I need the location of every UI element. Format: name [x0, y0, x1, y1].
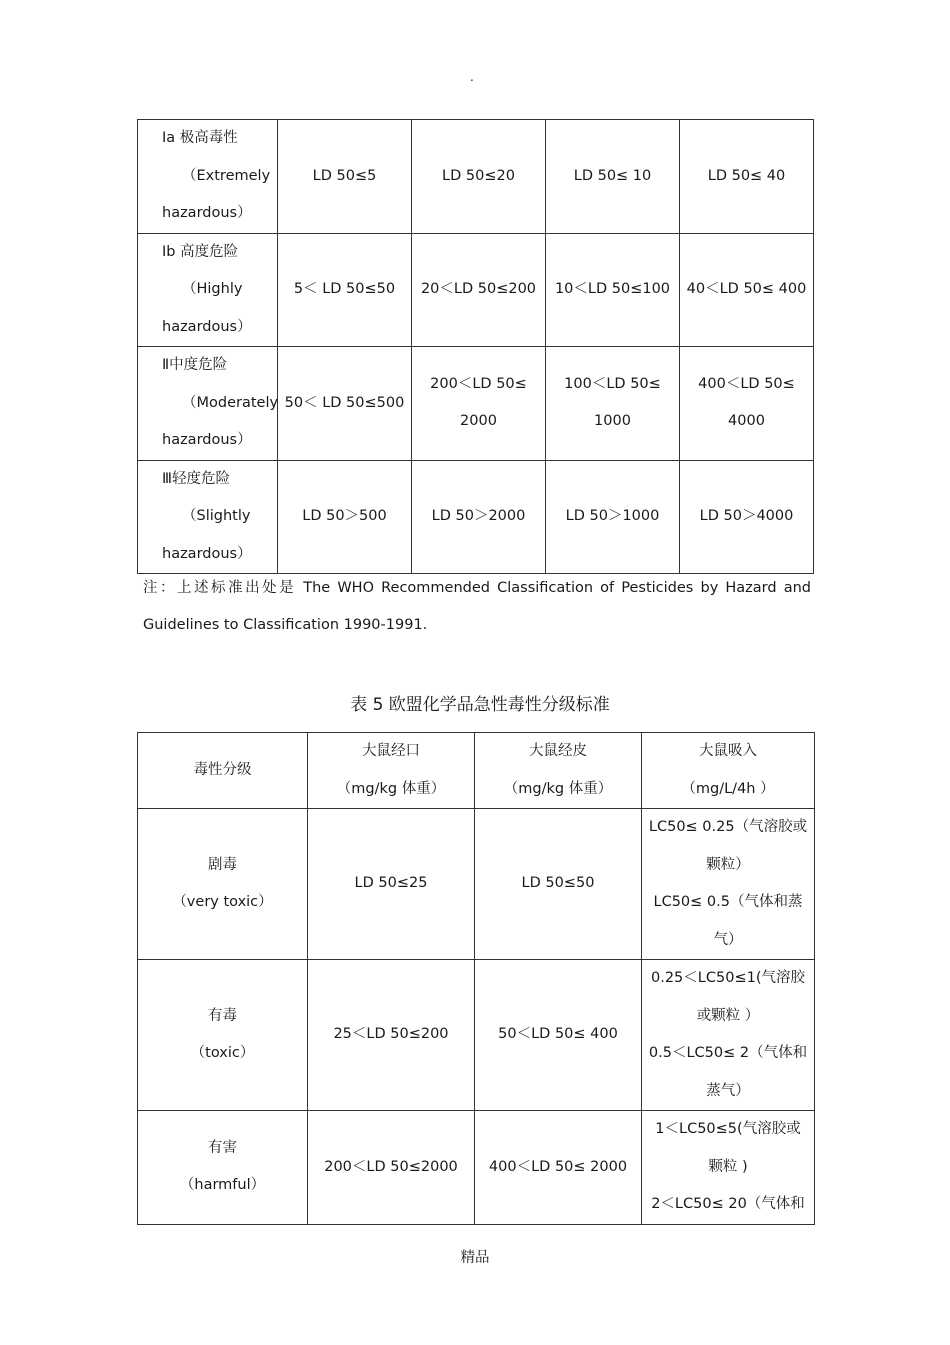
value-line: 蒸气）	[706, 1082, 750, 1099]
value-line: 颗粒 )	[708, 1158, 748, 1175]
value-cell: LD 50≤50	[475, 809, 642, 960]
value-line: 颗粒）	[706, 856, 750, 873]
header-cell	[308, 733, 475, 809]
value-line: 2＜LC50≤ 20（气体和	[651, 1196, 805, 1212]
page-mark: .	[470, 70, 474, 84]
value-line: LC50≤ 0.5（气体和蒸	[653, 894, 803, 910]
who-classification-table	[137, 119, 814, 574]
value-cell: LD 50≤ 10	[546, 120, 680, 234]
class-cell	[138, 120, 278, 234]
value-cell: LD 50＞500	[278, 460, 412, 574]
header-cell	[475, 733, 642, 809]
class-cell	[138, 1111, 308, 1225]
class-label-en: hazardous）	[162, 318, 252, 335]
class-cell	[138, 347, 278, 461]
value-cell	[642, 960, 815, 1111]
value-cell: 10＜LD 50≤100	[546, 233, 680, 347]
class-label: Ⅲ轻度危险	[162, 470, 230, 487]
header-label: 大鼠经口	[362, 743, 420, 759]
value-cell: LD 50≤20	[412, 120, 546, 234]
class-cell	[138, 809, 308, 960]
class-label-en: hazardous）	[162, 205, 252, 221]
value-cell: LD 50＞1000	[546, 460, 680, 574]
value-cell	[642, 1111, 815, 1225]
class-label: Ib 高度危险	[162, 243, 239, 260]
class-cell	[138, 960, 308, 1111]
header-label: 大鼠吸入	[699, 743, 757, 759]
value-cell: 50＜LD 50≤ 400	[475, 960, 642, 1111]
class-label-en: （Highly	[182, 281, 243, 297]
table-row	[138, 1111, 815, 1225]
value-cell: 400＜LD 50≤ 4000	[680, 347, 814, 461]
value-cell: 100＜LD 50≤ 1000	[546, 347, 680, 461]
class-label-en: （Extremely	[182, 167, 271, 184]
header-cell	[642, 733, 815, 809]
class-label: Ia 极高毒性	[162, 130, 238, 146]
value-cell: 50＜ LD 50≤500	[278, 347, 412, 461]
table-row	[138, 460, 814, 574]
class-label: 剧毒	[208, 856, 237, 873]
value-cell: 25＜LD 50≤200	[308, 960, 475, 1111]
value-line: 或颗粒 ）	[696, 1007, 760, 1024]
value-line: LC50≤ 0.25（气溶胶或	[648, 819, 808, 835]
header-label: 大鼠经皮	[529, 743, 587, 759]
value-cell: 200＜LD 50≤2000	[308, 1111, 475, 1225]
class-cell	[138, 460, 278, 574]
value-cell: LD 50≤5	[278, 120, 412, 234]
table-row	[138, 347, 814, 461]
class-label-en: hazardous）	[162, 432, 252, 448]
value-cell: 400＜LD 50≤ 2000	[475, 1111, 642, 1225]
table-header-row	[138, 733, 815, 809]
value-line: 0.25＜LC50≤1(气溶胶	[651, 970, 805, 986]
table-row	[138, 809, 815, 960]
class-label-en: （Moderately	[182, 394, 279, 411]
header-unit: （mg/kg 体重）	[503, 780, 613, 797]
header-cell: 毒性分级	[138, 733, 308, 809]
value-cell: 5＜ LD 50≤50	[278, 233, 412, 347]
page-footer: 精品	[460, 1250, 490, 1266]
value-line: 0.5＜LC50≤ 2（气体和	[648, 1045, 808, 1061]
class-label: 有毒	[208, 1007, 237, 1024]
value-cell: LD 50＞4000	[680, 460, 814, 574]
value-cell: LD 50≤25	[308, 809, 475, 960]
class-label-en: （harmful）	[179, 1177, 266, 1194]
table-row	[138, 233, 814, 347]
value-cell: LD 50＞2000	[412, 460, 546, 574]
value-line: 气）	[713, 931, 743, 948]
table-row	[138, 960, 815, 1111]
header-unit: （mg/kg 体重）	[336, 780, 446, 797]
class-label-en: （very toxic）	[172, 894, 273, 910]
table-caption: 表 5 欧盟化学品急性毒性分级标准	[350, 695, 610, 715]
value-cell: 20＜LD 50≤200	[412, 233, 546, 347]
value-line: 1＜LC50≤5(气溶胶或	[655, 1121, 801, 1137]
class-label: Ⅱ中度危险	[162, 357, 228, 373]
table-row	[138, 120, 814, 234]
class-label-en: （toxic）	[190, 1045, 255, 1061]
value-cell: 200＜LD 50≤ 2000	[412, 347, 546, 461]
value-cell	[642, 809, 815, 960]
class-label-en: hazardous）	[162, 545, 252, 562]
value-cell: 40＜LD 50≤ 400	[680, 233, 814, 347]
class-label-en: （Slightly	[182, 508, 251, 524]
source-note: 注：上述标准出处是 The WHO Recommended Classification of Pesticides by Hazard and	[143, 580, 811, 596]
class-label: 有害	[208, 1139, 237, 1156]
header-unit: （mg/L/4h ）	[681, 780, 775, 797]
class-cell	[138, 233, 278, 347]
source-note-continued: Guidelines to Classification 1990-1991.	[143, 617, 428, 633]
eu-toxicity-table	[137, 732, 815, 1225]
value-cell: LD 50≤ 40	[680, 120, 814, 234]
